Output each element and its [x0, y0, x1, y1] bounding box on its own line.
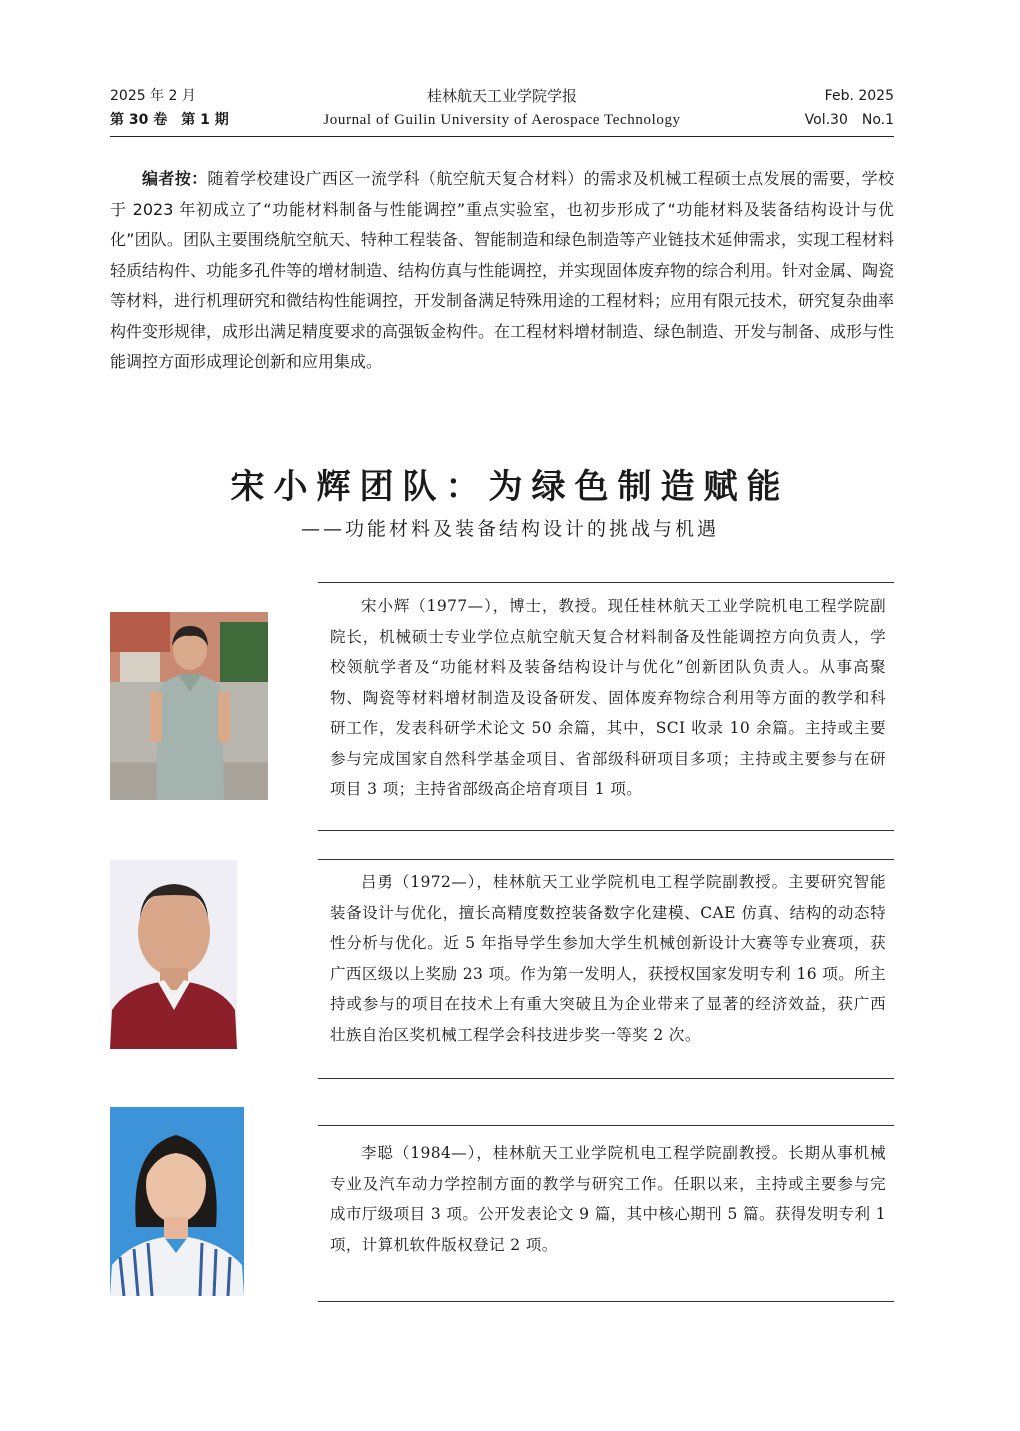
editor-note-label: 编者按：: [142, 169, 208, 188]
running-header: [110, 84, 894, 138]
header-issue-en: Vol.30 No.1: [804, 112, 894, 128]
profile-2-bottom-rule: [318, 1078, 894, 1079]
portrait-lv-yong: [110, 860, 237, 1049]
profile-2-bio: 吕勇（1972—），桂林航天工业学院机电工程学院副教授。主要研究智能装备设计与优化，擅长高精度数控装备数字化建模、CAE 仿真、结构的动态特性分析与优化。近 5 年指导学生参加大学生机械创新设计大赛等专业赛项，获广西区级以上奖励 23 项。作为第一发明人，获授权国家发明专利 16 项。所主持或参与的项目在技术上有重大突破且为企业带来了显著的经济效益，获广西壮族自治区奖机械工程学会科技进步奖一等奖 2 次。: [330, 873, 886, 1044]
header-divider: [110, 136, 894, 137]
portrait-li-cong: [110, 1107, 244, 1296]
header-issue-cn: 第 30 卷 第 1 期: [110, 112, 229, 128]
profile-3-bio: 李聪（1984—），桂林航天工业学院机电工程学院副教授。长期从事机械专业及汽车动力学控制方面的教学与研究工作。任职以来，主持或主要参与完成市厅级项目 3 项。公开发表论文 9 篇，其中核心期刊 5 篇。获得发明专利 1 项，计算机软件版权登记 2 项。: [330, 1144, 886, 1254]
portrait-song-xiaohui: [110, 612, 268, 800]
profile-1-bio: 宋小辉（1977—），博士，教授。现任桂林航天工业学院机电工程学院副院长，机械硕士专业学位点航空航天复合材料制备及性能调控方向负责人，学校领航学者及“功能材料及装备结构设计与优化”创新团队负责人。从事高聚物、陶瓷等材料增材制造及设备研发、固体废弃物综合利用等方面的教学和科研工作，发表科研学术论文 50 余篇，其中，SCI 收录 10 余篇。主持或主要参与完成国家自然科学基金项目、省部级科研项目多项；主持或主要参与在研项目 3 项；主持省部级高企培育项目 1 项。: [330, 597, 886, 798]
profile-2-top-rule: [318, 859, 894, 860]
header-journal-en: Journal of Guilin University of Aerospace Technology: [323, 112, 681, 128]
editor-note-text: 随着学校建设广西区一流学科（航空航天复合材料）的需求及机械工程硕士点发展的需要，学校于 2023 年初成立了“功能材料制备与性能调控”重点实验室，也初步形成了“功能材料及装备结构设计与优化”团队。团队主要围绕航空航天、特种工程装备、智能制造和绿色制造等产业链技术延伸需求，实现工程材料轻质结构件、功能多孔件等的增材制造、结构仿真与性能调控，并实现固体废弃物的综合利用。针对金属、陶瓷等材料，进行机理研究和微结构性能调控，开发制备满足特殊用途的工程材料；应用有限元技术，研究复杂曲率构件变形规律，成形出满足精度要求的高强钣金构件。在工程材料增材制造、绿色制造、开发与制备、成形与性能调控方面形成理论创新和应用集成。: [110, 169, 895, 371]
profile-1-top-rule: [318, 582, 894, 583]
article-subtitle: ——功能材料及装备结构设计的挑战与机遇: [300, 518, 719, 540]
header-date-en: Feb. 2025: [824, 88, 894, 104]
editor-note: [110, 164, 894, 378]
header-date-cn: 2025 年 2 月: [110, 88, 196, 104]
profile-1-bottom-rule: [318, 830, 894, 831]
header-journal-cn: 桂林航天工业学院学报: [426, 87, 577, 105]
profile-3-bottom-rule: [318, 1301, 894, 1302]
article-title: 宋小辉团队：为绿色制造赋能: [230, 467, 790, 507]
profile-3-top-rule: [318, 1125, 894, 1126]
